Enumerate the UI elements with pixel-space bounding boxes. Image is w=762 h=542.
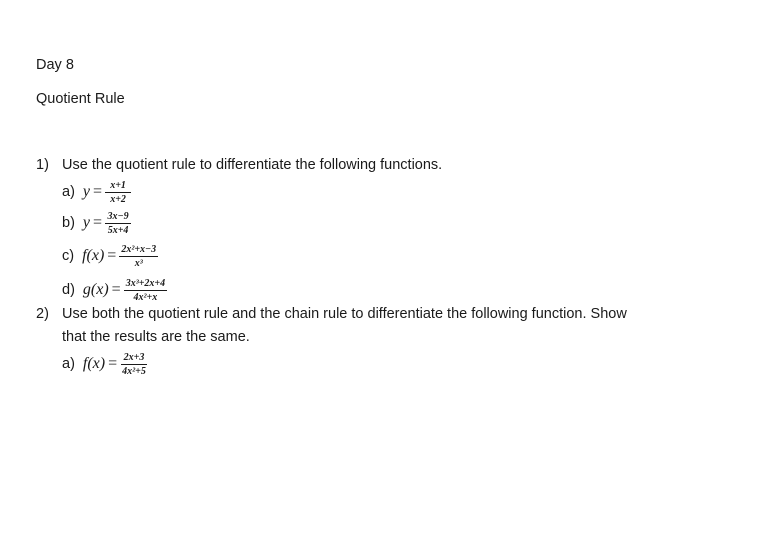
question-1-text: Use the quotient rule to differentiate the following functions. [62,157,443,173]
denominator: 4x²+x [133,291,158,303]
equation-label: a) [62,184,75,200]
equation-label: a) [62,356,75,372]
fraction [105,211,131,236]
question-1-number: 1) [36,157,49,173]
denominator: x³ [134,257,143,269]
equation-label: c) [62,248,75,264]
equals-sign: = [93,214,103,231]
equals-sign: = [93,183,103,200]
numerator: 3x³+2x+4 [125,277,166,289]
fraction [119,244,158,269]
fraction [124,278,167,303]
numerator: 2x+3 [121,352,147,365]
numerator: x+1 [105,180,131,193]
equation-label: d) [62,282,75,298]
equation-1d [62,270,167,310]
equals-sign: = [108,355,118,372]
question-2-text-line-2: that the results are the same. [62,329,250,345]
equation-lhs: y [82,214,91,231]
fraction [120,352,148,377]
question-2-number: 2) [36,306,49,322]
denominator: 5x+4 [107,224,129,236]
denominator: 4x²+5 [122,365,146,377]
equation-lhs: f(x) [82,247,105,264]
equation-2a [62,344,148,384]
equals-sign: = [107,247,117,264]
equation-lhs: y [82,183,91,200]
equation-lhs: f(x) [82,355,106,372]
topic-heading: Quotient Rule [36,91,125,107]
equation-lhs: g(x) [82,281,109,298]
day-heading: Day 8 [36,57,74,73]
numerator: 3x−9 [105,211,131,224]
numerator: 2x²+x−3 [121,243,157,255]
equation-label: b) [62,215,75,231]
question-2-text-line-1: Use both the quotient rule and the chain rule to differentiate the following function. Show [62,306,627,322]
denominator: x+2 [110,193,126,205]
fraction [105,180,131,205]
equals-sign: = [111,281,121,298]
